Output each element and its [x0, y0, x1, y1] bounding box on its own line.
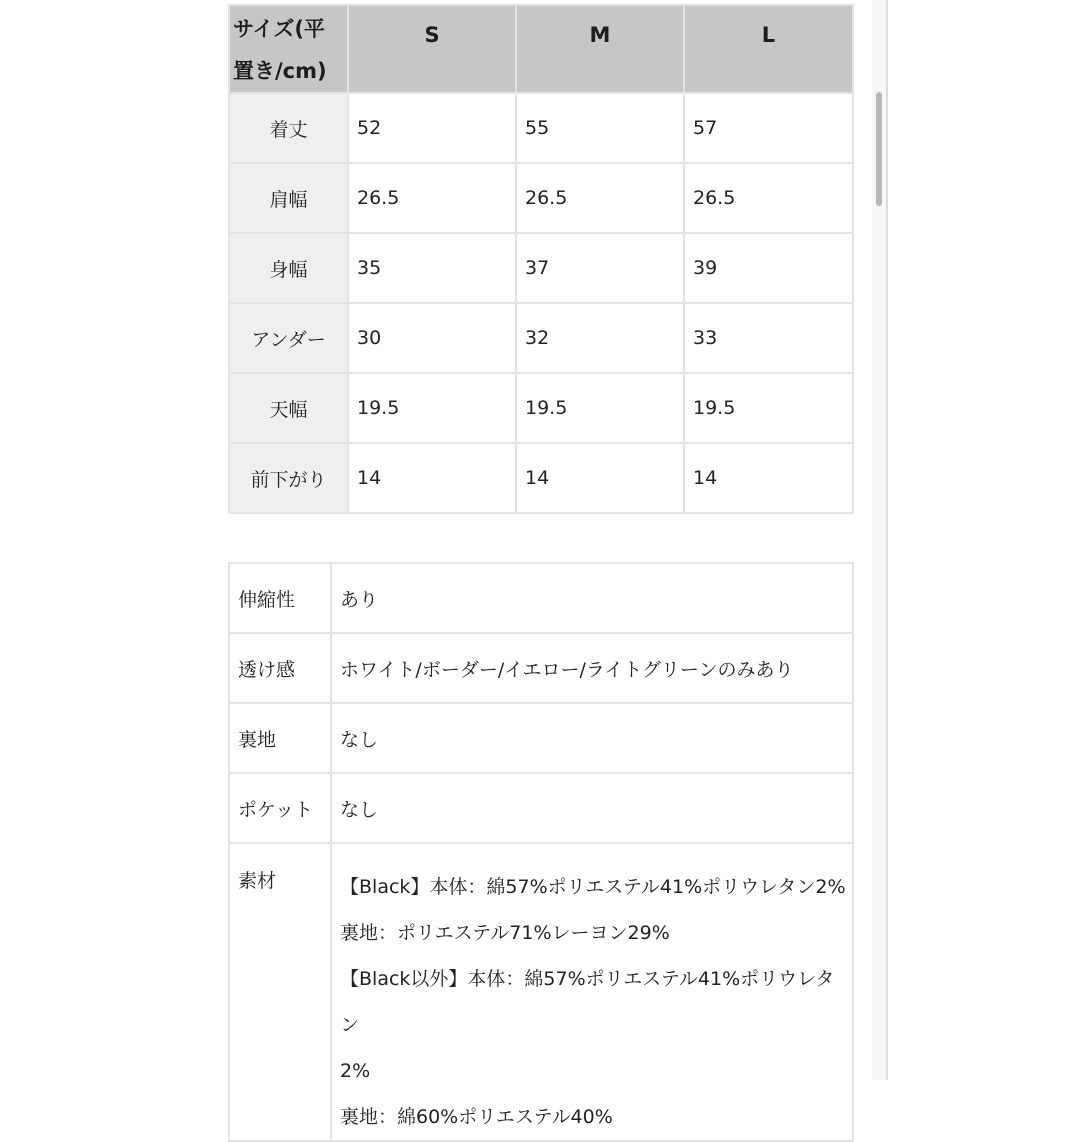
table-row [229, 163, 853, 233]
row-label-width: 身幅 [229, 233, 348, 303]
table-cell: 55 [516, 93, 684, 163]
table-row [229, 233, 853, 303]
material-line: 【Black以外】本体：綿57%ポリエステル41%ポリウレタン [340, 968, 835, 1036]
table-cell: 19.5 [516, 373, 684, 443]
table-row [229, 633, 853, 703]
table-cell: 37 [516, 233, 684, 303]
size-header-l: L [684, 5, 853, 93]
material-line: 裏地：綿60%ポリエステル40% [340, 1106, 613, 1128]
table-cell: 52 [348, 93, 516, 163]
spec-value-sheerness: ホワイト/ボーダー/イエロー/ライトグリーンのみあり [331, 633, 853, 703]
size-table-corner-header: サイズ(平置き/cm) [229, 5, 348, 93]
spec-value-lining: なし [331, 703, 853, 773]
table-cell: 26.5 [684, 163, 853, 233]
row-label-shoulder: 肩幅 [229, 163, 348, 233]
table-cell: 57 [684, 93, 853, 163]
table-cell: 19.5 [348, 373, 516, 443]
table-row [229, 373, 853, 443]
size-table-header-row [229, 5, 853, 93]
spec-label-material: 素材 [229, 843, 331, 1141]
row-label-under: アンダー [229, 303, 348, 373]
spec-table [228, 562, 854, 1142]
spec-label-pocket: ポケット [229, 773, 331, 843]
table-row [229, 303, 853, 373]
material-line: 【Black】本体：綿57%ポリエステル41%ポリウレタン2% [340, 876, 846, 898]
spec-value-stretch: あり [331, 563, 853, 633]
right-blank-area [888, 0, 1080, 1080]
table-cell: 19.5 [684, 373, 853, 443]
spec-value-pocket: なし [331, 773, 853, 843]
table-row [229, 93, 853, 163]
spec-label-stretch: 伸縮性 [229, 563, 331, 633]
row-label-front-drop: 前下がり [229, 443, 348, 513]
table-cell: 14 [684, 443, 853, 513]
size-header-s: S [348, 5, 516, 93]
scrollbar-thumb[interactable] [876, 92, 882, 206]
spec-label-sheerness: 透け感 [229, 633, 331, 703]
material-line: 裏地：ポリエステル71%レーヨン29% [340, 922, 670, 944]
table-row [229, 843, 853, 1141]
table-cell: 39 [684, 233, 853, 303]
spec-label-lining: 裏地 [229, 703, 331, 773]
table-row [229, 773, 853, 843]
table-cell: 26.5 [348, 163, 516, 233]
size-header-m: M [516, 5, 684, 93]
material-line: 2% [340, 1060, 371, 1082]
size-table [228, 4, 854, 514]
spec-value-material [331, 843, 853, 1141]
table-row [229, 443, 853, 513]
table-cell: 33 [684, 303, 853, 373]
table-cell: 35 [348, 233, 516, 303]
table-cell: 14 [516, 443, 684, 513]
table-cell: 30 [348, 303, 516, 373]
table-cell: 14 [348, 443, 516, 513]
row-label-length: 着丈 [229, 93, 348, 163]
row-label-top-width: 天幅 [229, 373, 348, 443]
table-cell: 32 [516, 303, 684, 373]
table-row [229, 703, 853, 773]
table-row [229, 563, 853, 633]
product-info-content [228, 4, 852, 1142]
table-cell: 26.5 [516, 163, 684, 233]
